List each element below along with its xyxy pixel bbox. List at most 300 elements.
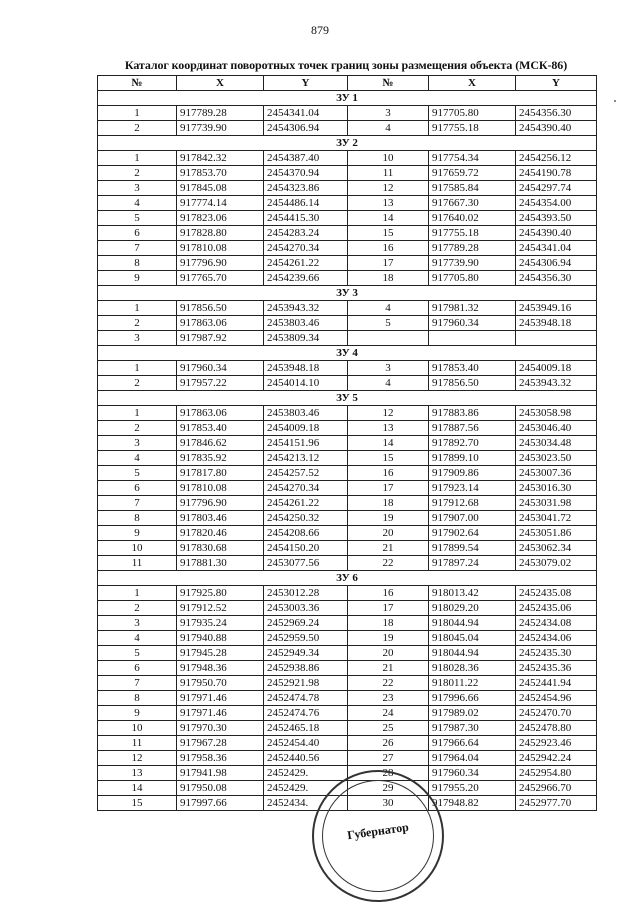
x-coordinate: 917823.06 [177,211,264,226]
y-coordinate: 2454486.14 [264,196,348,211]
x-coordinate: 917950.70 [177,676,264,691]
table-row [98,121,597,136]
point-number: 23 [348,691,429,706]
x-coordinate: 917935.24 [177,616,264,631]
y-coordinate: 2454354.00 [516,196,597,211]
point-number: 5 [98,211,177,226]
x-coordinate: 917803.46 [177,511,264,526]
point-number: 9 [98,526,177,541]
point-number: 6 [98,226,177,241]
point-number: 11 [348,166,429,181]
point-number: 3 [98,331,177,346]
x-coordinate: 917789.28 [177,106,264,121]
y-coordinate: 2454150.20 [264,541,348,556]
x-coordinate: 917950.08 [177,781,264,796]
y-coordinate: 2453031.98 [516,496,597,511]
point-number: 10 [98,721,177,736]
x-coordinate: 917755.18 [429,121,516,136]
point-number: 5 [98,646,177,661]
table-row [98,526,597,541]
point-number: 16 [348,466,429,481]
point-number: 1 [98,586,177,601]
point-number: 5 [98,466,177,481]
y-coordinate: 2452938.86 [264,661,348,676]
point-number: 6 [98,661,177,676]
table-row [98,406,597,421]
x-coordinate: 917796.90 [177,256,264,271]
point-number: 11 [98,736,177,751]
table-row [98,601,597,616]
x-coordinate: 918044.94 [429,646,516,661]
y-coordinate: 2453943.32 [516,376,597,391]
point-number: 4 [348,376,429,391]
point-number: 3 [348,361,429,376]
y-coordinate: 2454393.50 [516,211,597,226]
point-number: 7 [98,241,177,256]
seal-text: Губернатор [333,818,422,845]
x-coordinate: 917828.80 [177,226,264,241]
x-coordinate: 917796.90 [177,496,264,511]
table-body [98,91,597,811]
point-number [348,331,429,346]
header-number: № [348,76,429,91]
y-coordinate: 2453046.40 [516,421,597,436]
point-number: 3 [98,616,177,631]
x-coordinate: 917971.46 [177,706,264,721]
official-seal [312,770,444,902]
x-coordinate: 917842.32 [177,151,264,166]
x-coordinate: 917585.84 [429,181,516,196]
point-number: 1 [98,301,177,316]
y-coordinate: 2453062.34 [516,541,597,556]
header-x: X [429,76,516,91]
point-number: 12 [348,406,429,421]
y-coordinate: 2452474.76 [264,706,348,721]
table-row [98,646,597,661]
point-number: 17 [348,481,429,496]
section-header-row [98,136,597,151]
x-coordinate: 917909.86 [429,466,516,481]
y-coordinate: 2452470.70 [516,706,597,721]
table-row [98,451,597,466]
y-coordinate: 2452434. [264,796,348,811]
point-number: 2 [98,376,177,391]
x-coordinate: 917945.28 [177,646,264,661]
y-coordinate: 2452440.56 [264,751,348,766]
x-coordinate: 917881.30 [177,556,264,571]
table-row [98,301,597,316]
x-coordinate: 917754.34 [429,151,516,166]
x-coordinate: 917987.92 [177,331,264,346]
table-row [98,736,597,751]
x-coordinate: 917830.68 [177,541,264,556]
point-number: 2 [98,421,177,436]
table-row [98,496,597,511]
x-coordinate: 917835.92 [177,451,264,466]
point-number: 28 [348,766,429,781]
point-number: 2 [98,121,177,136]
y-coordinate: 2452454.96 [516,691,597,706]
y-coordinate: 2453007.36 [516,466,597,481]
point-number: 3 [348,106,429,121]
y-coordinate: 2452465.18 [264,721,348,736]
header-number: № [98,76,177,91]
table-row [98,256,597,271]
section-header-row [98,286,597,301]
y-coordinate: 2454009.18 [516,361,597,376]
section-header-row [98,346,597,361]
y-coordinate: 2454341.04 [264,106,348,121]
y-coordinate: 2453012.28 [264,586,348,601]
margin-mark [614,100,616,102]
table-row [98,511,597,526]
table-row [98,466,597,481]
table-row [98,196,597,211]
x-coordinate: 917755.18 [429,226,516,241]
table-row [98,751,597,766]
y-coordinate: 2454257.52 [264,466,348,481]
x-coordinate: 917897.24 [429,556,516,571]
point-number: 8 [98,256,177,271]
table-row [98,226,597,241]
x-coordinate: 917955.20 [429,781,516,796]
x-coordinate: 917789.28 [429,241,516,256]
y-coordinate: 2452429. [264,781,348,796]
y-coordinate: 2453051.86 [516,526,597,541]
point-number: 14 [348,436,429,451]
header-x: X [177,76,264,91]
table-row [98,271,597,286]
x-coordinate: 917856.50 [429,376,516,391]
y-coordinate: 2454270.34 [264,241,348,256]
point-number: 25 [348,721,429,736]
point-number: 4 [348,121,429,136]
point-number: 18 [348,271,429,286]
x-coordinate: 917667.30 [429,196,516,211]
x-coordinate: 917856.50 [177,301,264,316]
table-row [98,331,597,346]
y-coordinate: 2454261.22 [264,256,348,271]
point-number: 4 [98,196,177,211]
section-name: ЗУ 1 [98,91,597,106]
y-coordinate: 2452434.06 [516,631,597,646]
y-coordinate: 2452435.36 [516,661,597,676]
coordinates-table [97,75,597,811]
point-number: 8 [98,691,177,706]
x-coordinate: 917957.22 [177,376,264,391]
document-title: Каталог координат поворотных точек границ зоны размещения объекта (МСК-86) [124,58,568,72]
y-coordinate: 2452977.70 [516,796,597,811]
y-coordinate: 2453058.98 [516,406,597,421]
point-number: 4 [98,451,177,466]
x-coordinate: 917948.36 [177,661,264,676]
y-coordinate: 2454213.12 [264,451,348,466]
point-number: 10 [98,541,177,556]
point-number: 30 [348,796,429,811]
y-coordinate: 2452435.08 [516,586,597,601]
point-number: 12 [348,181,429,196]
x-coordinate: 917765.70 [177,271,264,286]
point-number: 7 [98,676,177,691]
y-coordinate: 2454014.10 [264,376,348,391]
y-coordinate: 2452959.50 [264,631,348,646]
x-coordinate: 917925.80 [177,586,264,601]
table-row [98,706,597,721]
x-coordinate: 917774.14 [177,196,264,211]
x-coordinate: 918045.04 [429,631,516,646]
x-coordinate: 917958.36 [177,751,264,766]
y-coordinate: 2453034.48 [516,436,597,451]
table-row [98,241,597,256]
table-row [98,631,597,646]
x-coordinate: 917964.04 [429,751,516,766]
point-number: 13 [98,766,177,781]
point-number: 13 [348,196,429,211]
header-y: Y [264,76,348,91]
point-number: 22 [348,556,429,571]
table-row [98,166,597,181]
x-coordinate: 917967.28 [177,736,264,751]
point-number: 17 [348,601,429,616]
y-coordinate: 2454415.30 [264,211,348,226]
x-coordinate: 917996.66 [429,691,516,706]
x-coordinate: 917960.34 [177,361,264,376]
table-row [98,436,597,451]
point-number: 16 [348,241,429,256]
point-number: 20 [348,526,429,541]
point-number: 14 [98,781,177,796]
point-number: 12 [98,751,177,766]
y-coordinate: 2454151.96 [264,436,348,451]
y-coordinate: 2454306.94 [516,256,597,271]
y-coordinate: 2453948.18 [264,361,348,376]
y-coordinate: 2453949.16 [516,301,597,316]
y-coordinate: 2452921.98 [264,676,348,691]
point-number: 20 [348,646,429,661]
y-coordinate: 2452923.46 [516,736,597,751]
point-number: 13 [348,421,429,436]
x-coordinate: 917887.56 [429,421,516,436]
point-number: 4 [348,301,429,316]
section-name: ЗУ 6 [98,571,597,586]
x-coordinate [429,331,516,346]
x-coordinate: 917941.98 [177,766,264,781]
table-row [98,586,597,601]
page-number: 879 [311,23,329,37]
point-number: 19 [348,631,429,646]
point-number: 9 [98,706,177,721]
point-number: 17 [348,256,429,271]
y-coordinate: 2452429. [264,766,348,781]
point-number: 15 [98,796,177,811]
y-coordinate: 2452478.80 [516,721,597,736]
x-coordinate: 917853.70 [177,166,264,181]
point-number: 5 [348,316,429,331]
section-header-row [98,571,597,586]
y-coordinate: 2452474.78 [264,691,348,706]
x-coordinate: 917912.68 [429,496,516,511]
y-coordinate: 2453803.46 [264,406,348,421]
x-coordinate: 918029.20 [429,601,516,616]
x-coordinate: 917892.70 [429,436,516,451]
table-row [98,721,597,736]
x-coordinate: 917863.06 [177,406,264,421]
y-coordinate: 2454356.30 [516,271,597,286]
y-coordinate: 2454370.94 [264,166,348,181]
y-coordinate: 2454323.86 [264,181,348,196]
x-coordinate: 917705.80 [429,271,516,286]
table-row [98,556,597,571]
y-coordinate: 2453943.32 [264,301,348,316]
x-coordinate: 917739.90 [429,256,516,271]
point-number: 1 [98,151,177,166]
x-coordinate: 917853.40 [429,361,516,376]
table-row [98,691,597,706]
x-coordinate: 917971.46 [177,691,264,706]
y-coordinate: 2454250.32 [264,511,348,526]
y-coordinate: 2454306.94 [264,121,348,136]
section-name: ЗУ 4 [98,346,597,361]
x-coordinate: 917940.88 [177,631,264,646]
table-row [98,106,597,121]
point-number: 1 [98,106,177,121]
y-coordinate: 2453003.36 [264,601,348,616]
point-number: 21 [348,661,429,676]
y-coordinate: 2452942.24 [516,751,597,766]
point-number: 2 [98,601,177,616]
table-row [98,661,597,676]
x-coordinate: 917981.32 [429,301,516,316]
point-number: 19 [348,511,429,526]
point-number: 18 [348,616,429,631]
y-coordinate: 2453023.50 [516,451,597,466]
point-number: 1 [98,361,177,376]
x-coordinate: 917970.30 [177,721,264,736]
table-row [98,316,597,331]
y-coordinate: 2453948.18 [516,316,597,331]
x-coordinate: 917966.64 [429,736,516,751]
y-coordinate: 2453041.72 [516,511,597,526]
y-coordinate: 2452435.06 [516,601,597,616]
y-coordinate: 2454261.22 [264,496,348,511]
x-coordinate: 917912.52 [177,601,264,616]
table-row [98,151,597,166]
y-coordinate: 2454190.78 [516,166,597,181]
table-row [98,481,597,496]
y-coordinate: 2454390.40 [516,121,597,136]
point-number: 10 [348,151,429,166]
point-number: 22 [348,676,429,691]
x-coordinate: 917853.40 [177,421,264,436]
y-coordinate: 2454256.12 [516,151,597,166]
point-number: 26 [348,736,429,751]
x-coordinate: 917989.02 [429,706,516,721]
y-coordinate: 2452435.30 [516,646,597,661]
y-coordinate: 2454356.30 [516,106,597,121]
point-number: 3 [98,181,177,196]
point-number: 1 [98,406,177,421]
y-coordinate: 2454239.66 [264,271,348,286]
point-number: 14 [348,211,429,226]
section-header-row [98,91,597,106]
y-coordinate: 2452454.40 [264,736,348,751]
table-row [98,376,597,391]
x-coordinate: 917845.08 [177,181,264,196]
y-coordinate: 2454297.74 [516,181,597,196]
point-number: 29 [348,781,429,796]
header-y: Y [516,76,597,91]
point-number: 15 [348,451,429,466]
x-coordinate: 917997.66 [177,796,264,811]
table-row [98,211,597,226]
section-name: ЗУ 2 [98,136,597,151]
point-number: 18 [348,496,429,511]
point-number: 16 [348,586,429,601]
point-number: 9 [98,271,177,286]
x-coordinate: 917960.34 [429,766,516,781]
x-coordinate: 917659.72 [429,166,516,181]
y-coordinate: 2452434.08 [516,616,597,631]
y-coordinate: 2452954.80 [516,766,597,781]
table-row [98,361,597,376]
x-coordinate: 917907.00 [429,511,516,526]
table-row [98,541,597,556]
x-coordinate: 917923.14 [429,481,516,496]
y-coordinate: 2453809.34 [264,331,348,346]
x-coordinate: 917820.46 [177,526,264,541]
x-coordinate: 918011.22 [429,676,516,691]
y-coordinate: 2454009.18 [264,421,348,436]
x-coordinate: 917960.34 [429,316,516,331]
point-number: 7 [98,496,177,511]
table-row [98,421,597,436]
section-header-row [98,391,597,406]
point-number: 2 [98,316,177,331]
table-row [98,181,597,196]
y-coordinate: 2452966.70 [516,781,597,796]
y-coordinate: 2454387.40 [264,151,348,166]
table-row [98,616,597,631]
x-coordinate: 917863.06 [177,316,264,331]
y-coordinate: 2453803.46 [264,316,348,331]
y-coordinate: 2453077.56 [264,556,348,571]
y-coordinate: 2452969.24 [264,616,348,631]
point-number: 6 [98,481,177,496]
x-coordinate: 917817.80 [177,466,264,481]
x-coordinate: 918044.94 [429,616,516,631]
x-coordinate: 918028.36 [429,661,516,676]
point-number: 27 [348,751,429,766]
y-coordinate: 2454208.66 [264,526,348,541]
x-coordinate: 917948.82 [429,796,516,811]
section-name: ЗУ 3 [98,286,597,301]
point-number: 15 [348,226,429,241]
y-coordinate: 2454270.34 [264,481,348,496]
point-number: 3 [98,436,177,451]
x-coordinate: 917899.10 [429,451,516,466]
x-coordinate: 917987.30 [429,721,516,736]
y-coordinate: 2452949.34 [264,646,348,661]
point-number: 4 [98,631,177,646]
x-coordinate: 918013.42 [429,586,516,601]
y-coordinate: 2453079.02 [516,556,597,571]
point-number: 11 [98,556,177,571]
x-coordinate: 917705.80 [429,106,516,121]
point-number: 21 [348,541,429,556]
y-coordinate: 2453016.30 [516,481,597,496]
x-coordinate: 917902.64 [429,526,516,541]
y-coordinate: 2454283.24 [264,226,348,241]
